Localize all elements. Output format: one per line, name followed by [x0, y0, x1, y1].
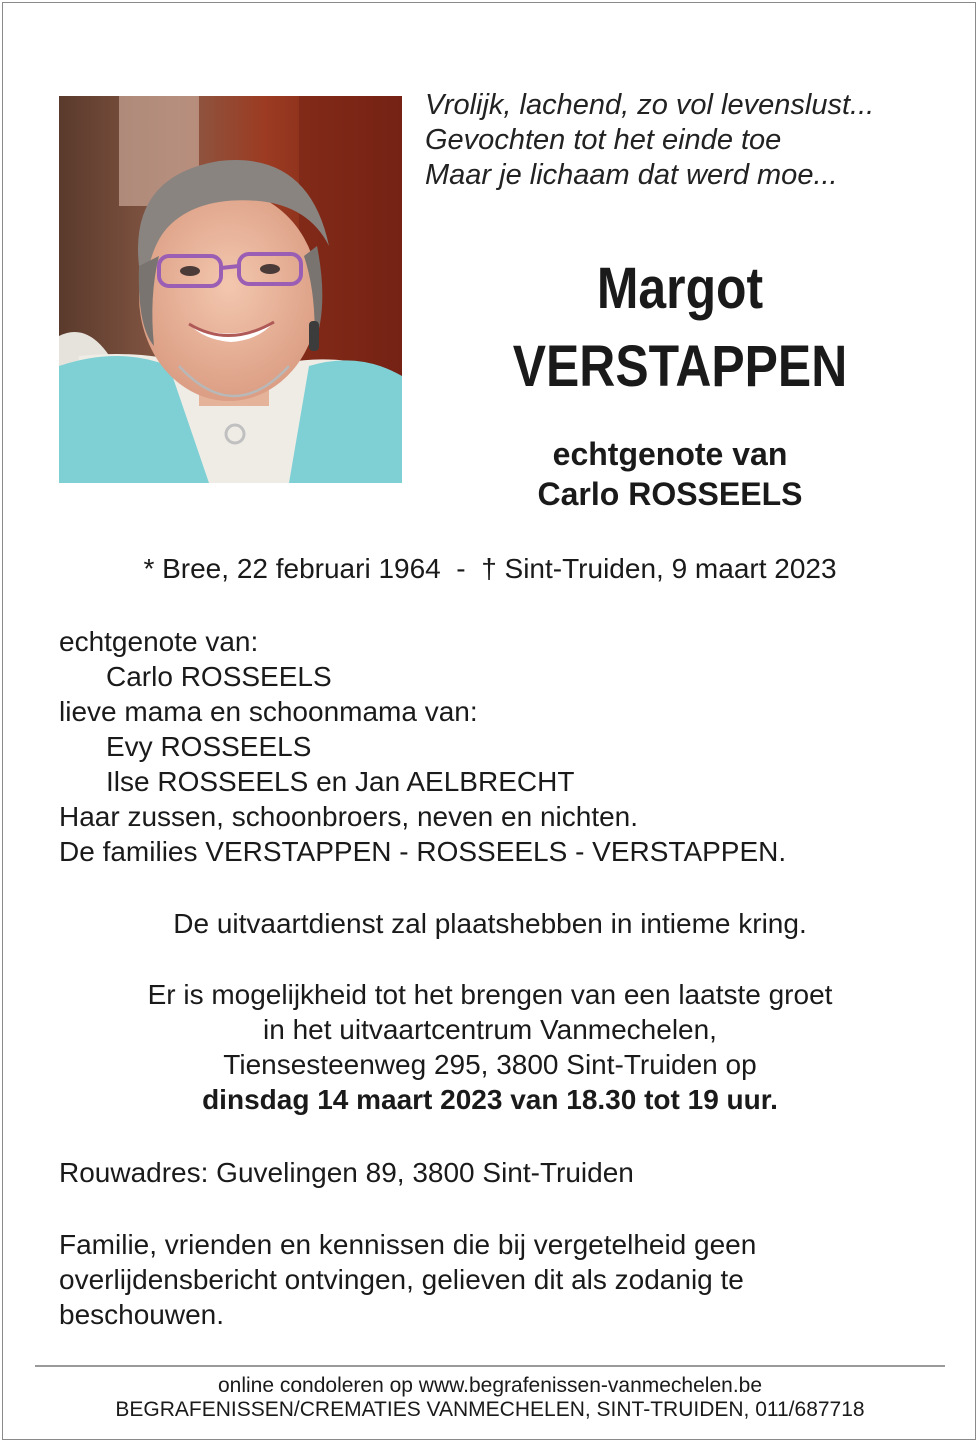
spouse-heading: [420, 434, 920, 514]
family-line: Carlo ROSSEELS: [106, 661, 332, 692]
visitation-line: in het uitvaartcentrum Vanmechelen,: [263, 1014, 717, 1045]
service-notice: De uitvaartdienst zal plaatshebben in intieme kring.: [173, 908, 807, 939]
poem-line: Vrolijk, lachend, zo vol levenslust...: [425, 89, 875, 121]
family-line: lieve mama en schoonmama van:: [59, 696, 478, 727]
visitation-line: Tiensesteenweg 295, 3800 Sint-Truiden op: [223, 1049, 757, 1080]
footer-condolence-link[interactable]: online condoleren op www.begrafenissen-vanmechelen.be: [217, 1374, 763, 1397]
portrait-photo: [59, 96, 402, 483]
poem-line: Gevochten tot het einde toe: [425, 124, 782, 156]
visitation-datetime: dinsdag 14 maart 2023 van 18.30 tot 19 uur.: [202, 1084, 778, 1115]
spouse-heading-name: Carlo ROSSEELS: [537, 476, 803, 512]
family-line: echtgenote van:: [59, 626, 259, 657]
footer-divider: [35, 1365, 945, 1367]
closing-notice-line: overlijdensbericht ontvingen, gelieven dit als zodanig te: [59, 1264, 744, 1295]
poem-line: Maar je lichaam dat werd moe...: [425, 159, 838, 191]
family-line: Haar zussen, schoonbroers, neven en nichten.: [59, 801, 639, 832]
deceased-last-name: VERSTAPPEN: [512, 334, 848, 399]
mourning-address: Rouwadres: Guvelingen 89, 3800 Sint-Truiden: [59, 1157, 634, 1188]
footer-funeral-home: BEGRAFENISSEN/CREMATIES VANMECHELEN, SINT-TRUIDEN, 011/687718: [115, 1398, 865, 1421]
family-list: [59, 624, 786, 869]
closing-notice-line: Familie, vrienden en kennissen die bij vergetelheid geen: [59, 1229, 757, 1260]
deceased-first-name: Margot: [596, 256, 764, 321]
portrait-illustration: [59, 96, 402, 483]
poem: [425, 88, 945, 193]
family-line: Evy ROSSEELS: [106, 731, 312, 762]
footer: [0, 1374, 980, 1422]
family-line: Ilse ROSSEELS en Jan AELBRECHT: [106, 766, 575, 797]
birth-death-dates: * Bree, 22 februari 1964 - † Sint-Truiden, 9 maart 2023: [143, 553, 837, 584]
spouse-heading-line: echtgenote van: [552, 436, 788, 472]
family-line: De families VERSTAPPEN - ROSSEELS - VERSTAPPEN.: [59, 836, 787, 867]
closing-notice: [59, 1227, 889, 1332]
visitation-info: [0, 977, 980, 1117]
visitation-line: Er is mogelijkheid tot het brengen van een laatste groet: [147, 979, 833, 1010]
closing-notice-line: beschouwen.: [59, 1299, 225, 1330]
